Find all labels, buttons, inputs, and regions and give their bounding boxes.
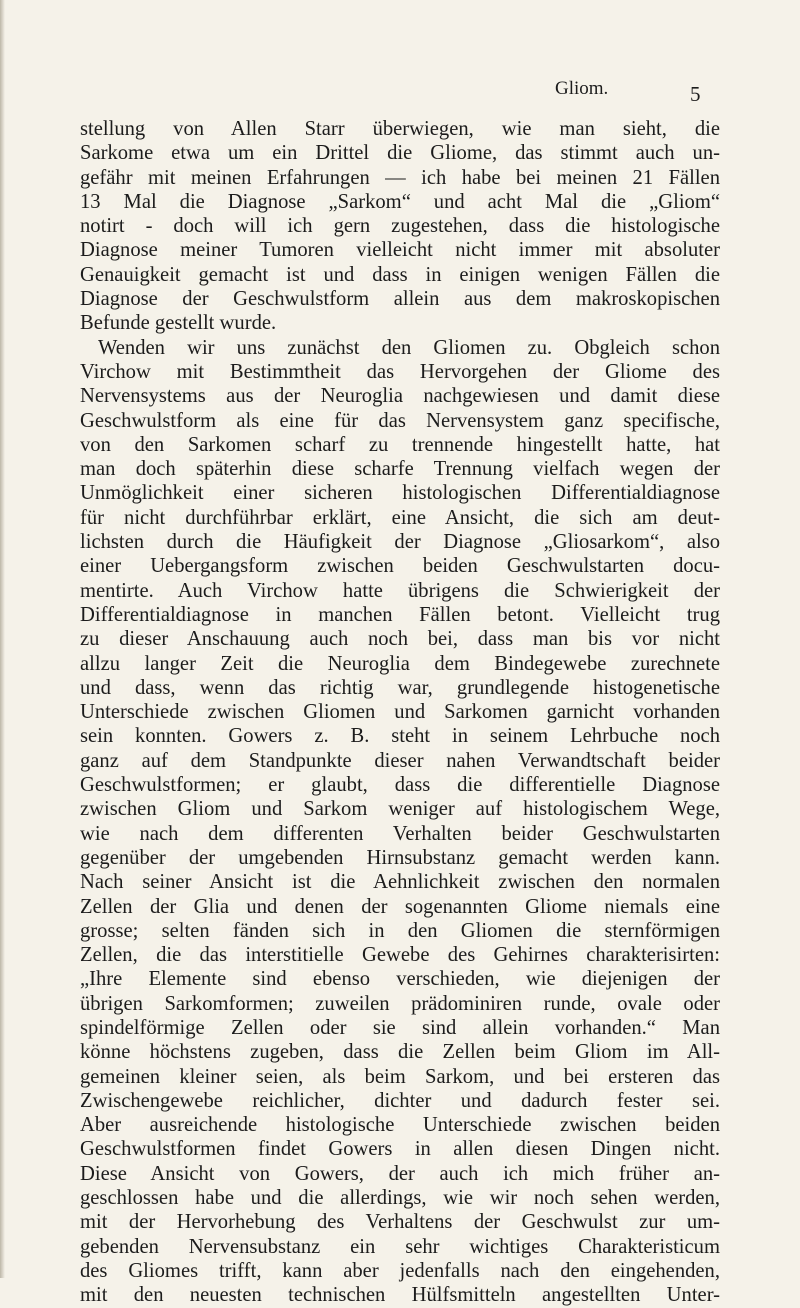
text-line: Diagnose meiner Tumoren vielleicht nicht immer mit absoluter bbox=[80, 239, 720, 262]
text-line: stellung von Allen Starr überwiegen, wie man sieht, die bbox=[80, 118, 720, 140]
text-line: Unterschiede zwischen Gliomen und Sarkomen garnicht vorhanden bbox=[80, 701, 720, 724]
page-number: 5 bbox=[690, 82, 701, 106]
text-line: zwischen Gliom und Sarkom weniger auf histologischem Wege, bbox=[80, 798, 720, 821]
text-line: Sarkome etwa um ein Drittel die Gliome, das stimmt auch un- bbox=[80, 142, 720, 165]
text-line: Differentialdiagnose in manchen Fällen betont. Vielleicht trug bbox=[80, 603, 720, 626]
text-line: 13 Mal die Diagnose „Sarkom“ und acht Mal die „Gliom“ bbox=[80, 190, 720, 213]
text-line: Zwischengewebe reichlicher, dichter und dadurch fester sei. bbox=[80, 1089, 720, 1112]
text-line: Zellen, die das interstitielle Gewebe des Gehirnes charakterisirten: bbox=[80, 944, 720, 967]
text-line: mentirte. Auch Virchow hatte übrigens die Schwierigkeit der bbox=[80, 579, 720, 602]
text-line: gefähr mit meinen Erfahrungen — ich habe bei meinen 21 Fällen bbox=[80, 166, 720, 189]
text-line: Aber ausreichende histologische Unterschiede zwischen beiden bbox=[80, 1114, 720, 1137]
text-line: notirt - doch will ich gern zugestehen, dass die histologische bbox=[80, 215, 720, 238]
text-line: gemeinen kleiner seien, als beim Sarkom, und bei ersteren das bbox=[80, 1065, 720, 1088]
text-line: man doch späterhin diese scharfe Trennung vielfach wegen der bbox=[80, 458, 720, 481]
text-line: Geschwulstformen findet Gowers in allen diesen Dingen nicht. bbox=[80, 1138, 720, 1161]
text-line: könne höchstens zugeben, dass die Zellen beim Gliom im All- bbox=[80, 1041, 720, 1064]
running-title: Gliom. bbox=[555, 78, 609, 99]
text-line: mit den neuesten technischen Hülfsmitteln angestellten Unter- bbox=[80, 1284, 720, 1307]
text-line: ganz auf dem Standpunkte dieser nahen Verwandtschaft beider bbox=[80, 749, 720, 772]
text-line: Geschwulstformen; er glaubt, dass die differentielle Diagnose bbox=[80, 774, 720, 797]
running-head bbox=[0, 78, 800, 108]
text-line: für nicht durchführbar erklärt, eine Ansicht, die sich am deut- bbox=[80, 506, 720, 529]
text-line: einer Uebergangsform zwischen beiden Geschwulstarten docu- bbox=[80, 555, 720, 578]
text-line: sein konnten. Gowers z. B. steht in seinem Lehrbuche noch bbox=[80, 725, 720, 748]
text-line: gebenden Nervensubstanz ein sehr wichtiges Charakteristicum bbox=[80, 1235, 720, 1258]
text-line: zu dieser Anschauung auch noch bei, dass man bis vor nicht bbox=[80, 628, 720, 651]
text-line: übrigen Sarkomformen; zuweilen prädominiren runde, ovale oder bbox=[80, 992, 720, 1015]
text-line: Geschwulstform als eine für das Nervensystem ganz specifische, bbox=[80, 409, 720, 432]
text-line: Diese Ansicht von Gowers, der auch ich mich früher an- bbox=[80, 1162, 720, 1185]
text-line: Zellen der Glia und denen der sogenannten Gliome niemals eine bbox=[80, 895, 720, 918]
text-line: Befunde gestellt wurde. bbox=[80, 312, 277, 335]
text-line: Unmöglichkeit einer sicheren histologischen Differentialdiagnose bbox=[80, 482, 720, 505]
text-line: geschlossen habe und die allerdings, wie wir noch sehen werden, bbox=[80, 1187, 720, 1210]
text-line: Diagnose der Geschwulstform allein aus dem makroskopischen bbox=[80, 288, 720, 311]
text-line: spindelförmige Zellen oder sie sind allein vorhanden.“ Man bbox=[80, 1016, 720, 1039]
text-line: mit der Hervorhebung des Verhaltens der Geschwulst zur um- bbox=[80, 1211, 720, 1234]
text-line: des Gliomes trifft, kann aber jedenfalls nach den eingehenden, bbox=[80, 1259, 720, 1282]
text-line: Wenden wir uns zunächst den Gliomen zu. Obgleich schon bbox=[98, 336, 720, 359]
body-text bbox=[80, 117, 720, 1308]
text-line: Virchow mit Bestimmtheit das Hervorgehen der Gliome des bbox=[80, 360, 720, 383]
text-line: wie nach dem differenten Verhalten beider Geschwulstarten bbox=[80, 822, 720, 845]
text-line: von den Sarkomen scharf zu trennende hingestellt hatte, hat bbox=[80, 433, 720, 456]
page-edge-shadow bbox=[0, 0, 5, 1278]
text-line: allzu langer Zeit die Neuroglia dem Bindegewebe zurechnete bbox=[80, 652, 720, 675]
text-line: grosse; selten fänden sich in den Gliomen die sternförmigen bbox=[80, 919, 720, 942]
text-line: Nervensystems aus der Neuroglia nachgewiesen und damit diese bbox=[80, 385, 720, 408]
text-line: gegenüber der umgebenden Hirnsubstanz gemacht werden kann. bbox=[80, 846, 720, 869]
text-line: und dass, wenn das richtig war, grundlegende histogenetische bbox=[80, 676, 720, 699]
text-line: Nach seiner Ansicht ist die Aehnlichkeit zwischen den normalen bbox=[80, 871, 720, 894]
text-line: lichsten durch die Häufigkeit der Diagnose „Gliosarkom“, also bbox=[80, 531, 720, 554]
text-line: Genauigkeit gemacht ist und dass in einigen wenigen Fällen die bbox=[80, 263, 720, 286]
text-line: „Ihre Elemente sind ebenso verschieden, wie diejenigen der bbox=[80, 968, 720, 991]
